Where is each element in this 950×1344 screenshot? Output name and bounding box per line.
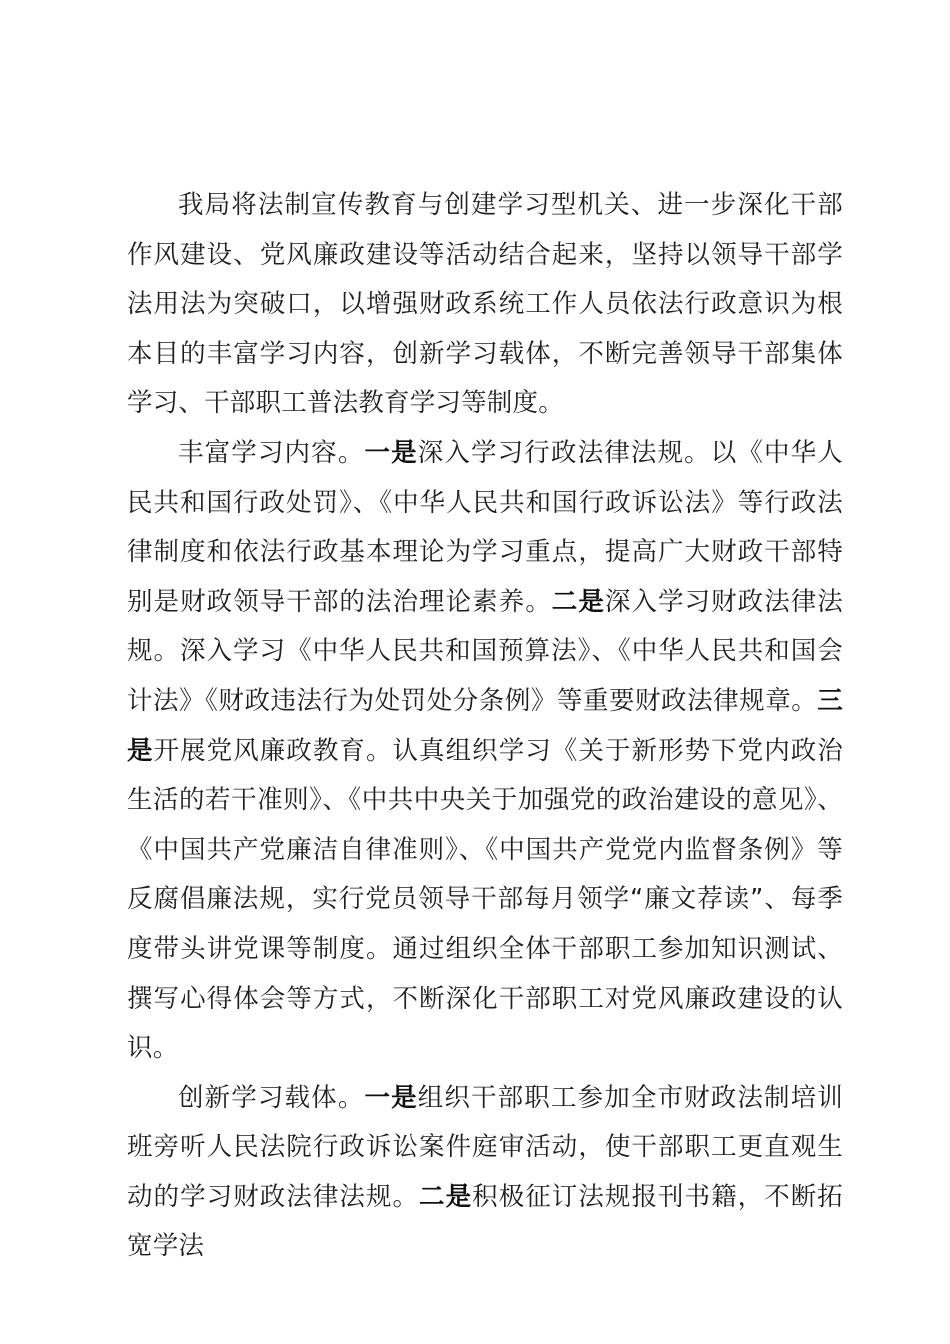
paragraph-intro <box>127 181 843 429</box>
document-body <box>127 181 843 1272</box>
paragraph-study-content <box>127 429 843 1074</box>
paragraph-text: 积极征订法规报刊书籍，不断拓宽学法 <box>127 1181 843 1262</box>
paragraph-text: 丰富学习内容。 <box>178 437 365 468</box>
bold-marker: 一是 <box>364 1082 418 1113</box>
paragraph-text: 创新学习载体。 <box>178 1082 365 1113</box>
bold-marker: 二是 <box>551 586 605 617</box>
paragraph-text: 开展党风廉政教育。认真组织学习《关于新形势下党内政治生活的若干准则》、《中共中央关于加强党的政治建设的意见》、《中国共产党廉洁自律准则》、《中国共产党党内监督条例》等反腐倡廉法规，实行党员领导干部每月领学“廉文荐读”、每季度带头讲党课等制度。通过组织全体干部职工参加知识测试、撰写心得体会等方式，不断深化干部职工对党风廉政建设的认识。 <box>127 735 844 1064</box>
paragraph-text: 深入学习行政法律法规。以《中华人民共和国行政处罚》、《中华人民共和国行政诉讼法》等行政法律制度和依法行政基本理论为学习重点，提高广大财政干部特别是财政领导干部的法治理论素养。 <box>127 437 844 617</box>
paragraph-text: 深入学习财政法律法规。深入学习《中华人民共和国预算法》、《中华人民共和国会计法》《财政违法行为处罚处分条例》等重要财政法律规章。 <box>127 586 844 716</box>
paragraph-text: 组织干部职工参加全市财政法制培训班旁听人民法院行政诉讼案件庭审活动，使干部职工更直观生动的学习财政法律法规。 <box>127 1082 844 1212</box>
paragraph-study-carrier <box>127 1074 843 1272</box>
paragraph-text: 我局将法制宣传教育与创建学习型机关、进一步深化干部作风建设、党风廉政建设等活动结合起来，坚持以领导干部学法用法为突破口，以增强财政系统工作人员依法行政意识为根本目的丰富学习内容，创新学习载体，不断完善领导干部集体学习、干部职工普法教育学习等制度。 <box>127 190 843 419</box>
bold-marker: 二是 <box>419 1181 473 1212</box>
bold-marker: 三是 <box>127 685 843 766</box>
bold-marker: 一是 <box>364 437 418 468</box>
